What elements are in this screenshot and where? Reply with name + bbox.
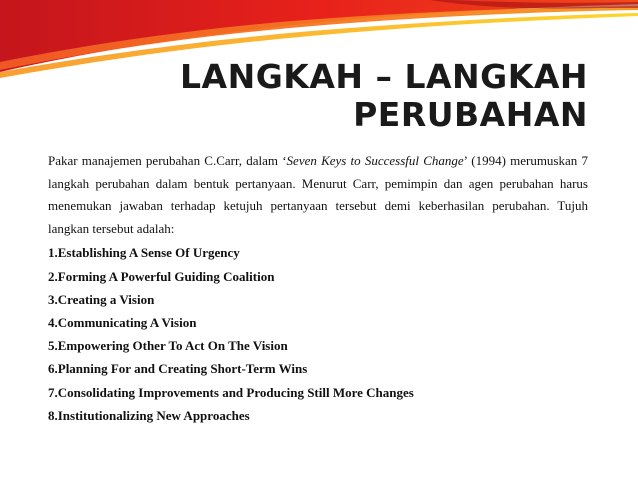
intro-paragraph (48, 150, 588, 240)
intro-before: Pakar manajemen perubahan C.Carr, dalam ‘ (48, 153, 287, 168)
title-line-1: LANGKAH – LANGKAH (180, 57, 588, 96)
step-item-5: 5.Empowering Other To Act On The Vision (48, 338, 288, 354)
title-line-2: PERUBAHAN (353, 95, 588, 134)
slide-body (48, 150, 588, 427)
slide-title (28, 58, 588, 134)
step-item-8: 8.Institutionalizing New Approaches (48, 407, 250, 423)
step-item-6: 6.Planning For and Creating Short-Term Wins (48, 361, 308, 377)
step-item-3: 3.Creating a Vision (48, 291, 155, 307)
step-item-7: 7.Consolidating Improvements and Producing Still More Changes (48, 384, 414, 400)
intro-after: ’ (1994) merumuskan 7 langkah perubahan dalam bentuk pertanyaan. Menurut Carr, pemimpin dan agen perubahan harus menemukan jawaban terhadap ketujuh pertanyaan tersebut demi keberhasilan perubahan. Tujuh langkan tersebut adalah: (48, 153, 588, 236)
book-title: Seven Keys to Successful Change (286, 153, 464, 168)
step-item-2: 2.Forming A Powerful Guiding Coalition (48, 268, 275, 284)
steps-list (48, 241, 588, 427)
step-item-4: 4.Communicating A Vision (48, 314, 197, 330)
step-item-1: 1.Establishing A Sense Of Urgency (48, 245, 240, 261)
